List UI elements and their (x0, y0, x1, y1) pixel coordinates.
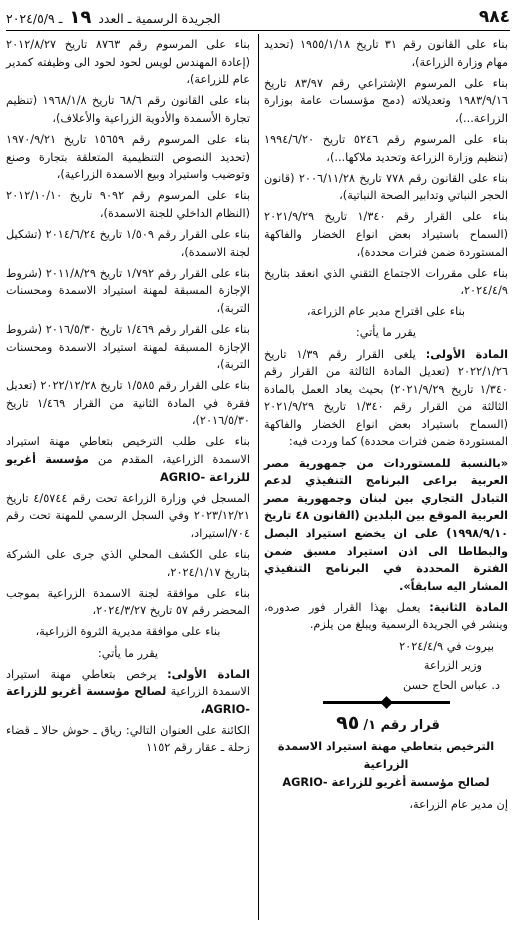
page-number: ٩٨٤ (478, 7, 510, 27)
separator-diamond (380, 696, 393, 709)
decision-prefix: قرار رقم (380, 718, 440, 734)
issue-date: ـ ٢٠٢٤/٥/٩ (6, 10, 63, 26)
registration-info: المسجل في وزارة الزراعة تحت رقم ٤/٥٧٤٤ تاريخ ٢٠٢٣/١٢/٢١ وفي السجل الرسمي للمهنة تحت رقم ٧٠٤/استيراد، (6, 491, 250, 540)
signature-block (264, 638, 508, 695)
section-separator (264, 698, 508, 707)
license-request-company: مؤسسة أغريو للزراعة -AGRIO (6, 453, 250, 484)
decision-intro: إن مدير عام الزراعة، (409, 797, 508, 811)
legal-basis-6: بناء على مقررات الاجتماع التقني الذي انعقد بتاريخ ٢٠٢٤/٤/٩، (264, 266, 508, 298)
legal-basis-1: بناء على المرسوم رقم ٨٧٦٣ تاريخ ٢٠١٢/٨/٢٧ (إعادة المهندس لويس لحود لحود الى وظيفته كمدير عام للزراعة)، (6, 38, 250, 87)
left-column (6, 36, 250, 761)
decides-heading: يقرر ما يأتي: (97, 646, 159, 660)
legal-basis-3: بناء على المرسوم رقم ٥٢٤٦ تاريخ ١٩٩٤/٦/٢٠ (تنظيم وزارة الزراعة وتحديد ملاكها...)، (264, 132, 508, 164)
header-rule (6, 30, 510, 31)
article-2-label: المادة الثانية: (429, 600, 508, 614)
legal-basis-7: بناء على اقتراح مدير عام الزراعة، (306, 305, 466, 319)
decision-heading (264, 712, 508, 735)
article-1-text: يلغى القرار رقم ١/٣٩ تاريخ ٢٠٢٢/١/٢٦ (تعديل المادة الثالثة من القرار رقم ١/٣٤٠ تاريخ ٢٠٢١/٩/٢٩) بحيث يعاد العمل بالمادة الثالثة من القرار رقم ١/٣٤٠ تاريخ ٢٠٢١/٩/٢٩ (السماح باستيراد بعض انواع الخضار والفاكهة المستوردة ضمن فترات محددة) كما وردت فيه: (264, 347, 508, 449)
legal-basis-5: بناء على القرار رقم ١/٥٠٩ تاريخ ٢٠١٤/٦/٢٤ (تشكيل لجنة الاسمدة)، (6, 227, 250, 259)
company-address: الكائنة على العنوان التالي: رياق ـ حوش حالا ـ قضاء زحلة ـ عقار رقم ١١٥٢ (6, 723, 250, 755)
legal-basis-5: بناء على القرار رقم ١/٣٤٠ تاريخ ٢٠٢١/٩/٢٩ (السماح باستيراد بعض انواع الخضار والفاكهة المستوردة ضمن فترات محددة)، (264, 210, 508, 259)
right-column (264, 36, 508, 817)
decides-heading: يقرر ما يأتي: (355, 326, 417, 340)
legal-basis-4: بناء على المرسوم رقم ٩٠٩٢ تاريخ ٢٠١٢/١٠/١٠ (النظام الداخلي للجنة الاسمدة)، (6, 189, 250, 220)
issue-number: ١٩ (69, 6, 92, 28)
article-2-text: يعمل بهذا القرار فور صدوره، وينشر في الجريدة الرسمية ويبلغ من يلزم. (264, 600, 508, 632)
decision-number: ٩٥ (336, 712, 360, 735)
license-request (6, 433, 250, 486)
article-1-label: المادة الأولى: (425, 347, 508, 361)
legal-basis-1: بناء على القانون رقم ٣١ تاريخ ١٩٥٥/١/١٨ (تحديد مهام وزارة الزراعة)، (264, 38, 508, 69)
separator-line (323, 701, 385, 704)
separator-line (388, 701, 450, 704)
decision-suffix: /١ (363, 718, 377, 734)
legal-basis-2: بناء على المرسوم الإشتراعي رقم ٨٣/٩٧ تاريخ ١٩٨٣/٩/١٦ وتعديلاته (دمج مؤسسات عامة بوزارة الزراعة...)، (264, 76, 508, 125)
legal-basis-8: بناء على القرار رقم ١/٥٨٥ تاريخ ٢٠٢٢/١٢/٢٨ (تعديل فقرة في المادة الثانية من القرار ١/٤٦٩ تاريخ ٢٠١٦/٥/٣٠)، (6, 379, 250, 428)
article-1-label: المادة الأولى: (167, 667, 251, 681)
article-1-quote: «بالنسبة للمستوردات من جمهورية مصر العربية براعى البرنامج التنفيذي لدعم التبادل التجاري بين لبنان وجمهورية مصر العربية الموقع بين البلدين (القانون ٤٨ تاريخ ١٩٩٨/٩/١٠) على ان يخضع استيراد البصل والبطاطا الى اذن استيراد مسبق ضمن الفترة المحددة في البرنامج التنفيذي المشار اليه سابقاً». (264, 456, 508, 593)
signature-place-date: بيروت في ٢٠٢٤/٤/٩ (399, 639, 494, 653)
article-1-text: يرخص بتعاطي مهنة استيراد الاسمدة الزراعية (6, 667, 250, 699)
license-request-text: بناء على طلب الترخيص بتعاطي مهنة استيراد الاسمدة الزراعية، المقدم من (6, 435, 250, 467)
signature-title: وزير الزراعة (423, 659, 482, 673)
site-inspection: بناء على الكشف المحلي الذي جرى على الشركة بتاريخ ٢٠٢٤/١/١٧، (6, 548, 250, 579)
legal-basis-4: بناء على القانون رقم ٧٧٨ تاريخ ٢٠٠٦/١١/٢٨ (قانون الحجر النباتي وتدابير الصحة النباتية)، (264, 171, 508, 203)
issue-info (6, 7, 221, 28)
legal-basis-6: بناء على القرار رقم ١/٧٩٢ تاريخ ٢٠١١/٨/٢٩ (شروط الإجازة المسبقة لمهنة استيراد الاسمدة ومحسنات التربة)، (6, 266, 250, 315)
article-1-company: لصالح مؤسسة أغريو للزراعة -AGRIO، (6, 685, 250, 716)
legal-basis-2: بناء على القانون رقم ٦٨/٦ تاريخ ١٩٦٨/١/٨ (تنظيم تجارة الأسمدة والأدوية الزراعية والأعلاف)، (6, 94, 250, 125)
decision-title-line-2: لصالح مؤسسة أغريو للزراعة -AGRIO (282, 776, 490, 790)
directorate-approval: بناء على موافقة مديرية الثروة الزراعية، (35, 625, 221, 639)
signature-name: د. عباس الحاج حسن (402, 678, 500, 692)
article-1 (6, 666, 250, 719)
column-divider (258, 34, 259, 920)
legal-basis-7: بناء على القرار رقم ١/٤٦٩ تاريخ ٢٠١٦/٥/٣٠ (شروط الإجازة المسبقة لمهنة استيراد الاسمدة ومحسنات التربة)، (6, 322, 250, 372)
legal-basis-3: بناء على المرسوم رقم ١٥٦٥٩ تاريخ ١٩٧٠/٩/٢١ (تحديد النصوص التنظيمية المتعلقة بتجارة وصنع وتوضيب واستيراد وبيع الاسمدة الزراعية)، (6, 132, 250, 182)
committee-approval: بناء على موافقة لجنة الاسمدة الزراعية بموجب المحضر رقم ٥٧ تاريخ ٢٠٢٤/٣/٢٧، (6, 586, 250, 618)
issue-text: الجريدة الرسمية ـ العدد (98, 10, 221, 26)
article-1 (264, 346, 508, 452)
page-header (6, 4, 510, 30)
article-2 (264, 599, 508, 634)
decision-title-line-1: الترخيص بتعاطي مهنة استيراد الاسمدة الزراعية (277, 740, 495, 772)
decision-title (264, 738, 508, 792)
